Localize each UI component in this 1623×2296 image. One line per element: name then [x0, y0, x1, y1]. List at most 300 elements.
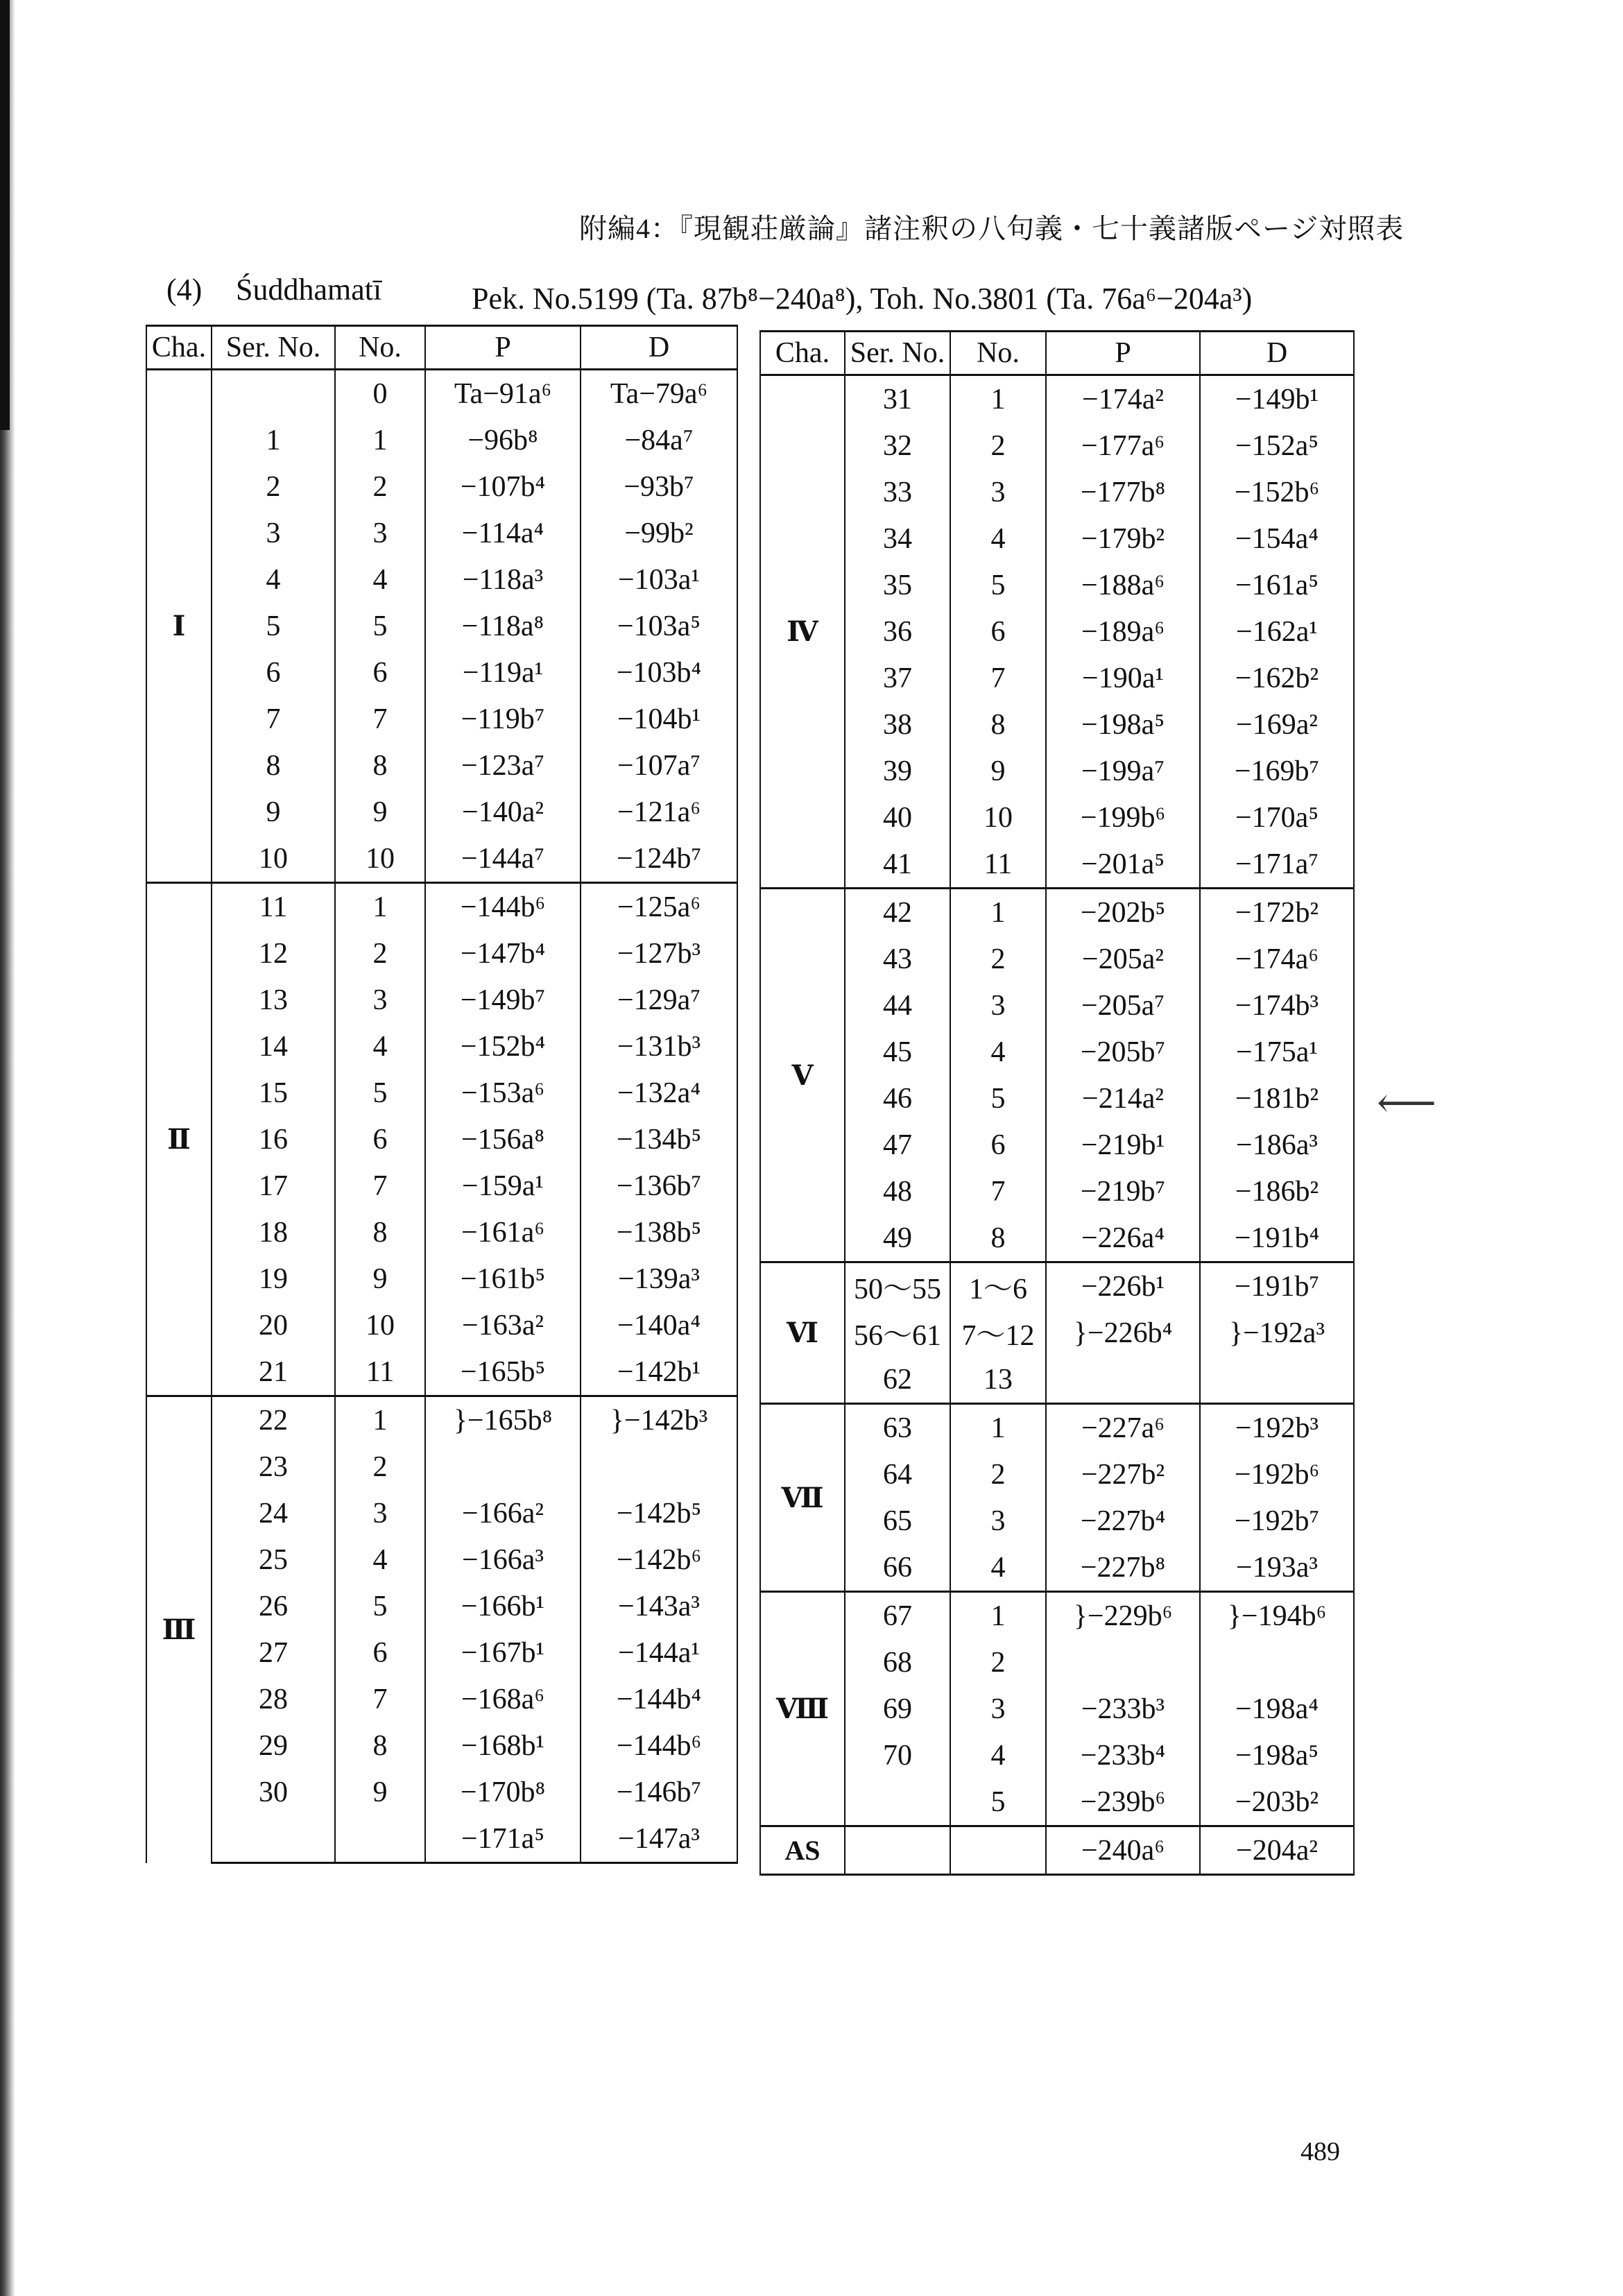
serial-number-cell: 10 — [212, 835, 335, 883]
derge-cell: }−192a³ — [1200, 1310, 1354, 1356]
peking-cell: −140a² — [425, 789, 581, 835]
derge-cell: −134b⁵ — [581, 1116, 737, 1163]
derge-cell — [581, 1443, 737, 1490]
number-cell: 1 — [335, 417, 425, 463]
table-row — [760, 562, 1354, 608]
derge-cell: −138b⁵ — [581, 1209, 737, 1256]
chapter-cell: Ⅲ — [146, 1396, 212, 1863]
number-cell: 7 — [335, 696, 425, 742]
number-cell: 2 — [950, 422, 1046, 469]
peking-cell: −168a⁶ — [425, 1676, 581, 1722]
serial-number-cell: 32 — [845, 422, 950, 469]
table-row — [146, 977, 737, 1023]
peking-cell: −107b⁴ — [425, 463, 581, 510]
number-cell: 3 — [335, 1490, 425, 1536]
column-header: Cha. — [146, 326, 212, 370]
peking-cell: −166a² — [425, 1490, 581, 1536]
peking-cell: −165b⁵ — [425, 1348, 581, 1396]
table-row — [760, 1404, 1354, 1452]
number-cell: 3 — [950, 469, 1046, 515]
derge-cell: −204a² — [1200, 1826, 1354, 1875]
derge-cell: −124b⁷ — [581, 835, 737, 883]
table-row — [146, 1116, 737, 1163]
serial-number-cell: 18 — [212, 1209, 335, 1256]
serial-number-cell: 8 — [212, 742, 335, 789]
table-row — [760, 1168, 1354, 1215]
peking-cell: Ta−91a⁶ — [425, 370, 581, 418]
column-header: Ser. No. — [845, 332, 950, 375]
section-reference: Pek. No.5199 (Ta. 87b⁸−240a⁸), Toh. No.3801 (Ta. 76a⁶−204a³) — [472, 282, 1253, 316]
serial-number-cell: 48 — [845, 1168, 950, 1215]
serial-number-cell — [212, 1815, 335, 1863]
serial-number-cell: 39 — [845, 748, 950, 794]
derge-cell: −142b⁶ — [581, 1536, 737, 1583]
serial-number-cell: 19 — [212, 1256, 335, 1302]
peking-cell: −198a⁵ — [1046, 701, 1200, 748]
table-row — [760, 655, 1354, 701]
table-row — [760, 794, 1354, 841]
table-row — [760, 748, 1354, 794]
section-title: Śuddhamatī — [236, 273, 382, 307]
number-cell: 2 — [335, 463, 425, 510]
derge-cell: −162b² — [1200, 655, 1354, 701]
chapter-cell: Ⅰ — [146, 370, 212, 883]
number-cell: 2 — [950, 1639, 1046, 1686]
derge-cell: −146b⁷ — [581, 1769, 737, 1815]
derge-cell: −125a⁶ — [581, 883, 737, 931]
serial-number-cell: 62 — [845, 1356, 950, 1404]
serial-number-cell: 12 — [212, 930, 335, 977]
serial-number-cell: 17 — [212, 1163, 335, 1209]
number-cell: 4 — [335, 1536, 425, 1583]
number-cell: 5 — [950, 1075, 1046, 1122]
number-cell: 1 — [950, 1404, 1046, 1452]
serial-number-cell: 11 — [212, 883, 335, 931]
derge-cell: −127b³ — [581, 930, 737, 977]
column-header: D — [581, 326, 737, 370]
peking-cell: −159a¹ — [425, 1163, 581, 1209]
column-header: Ser. No. — [212, 326, 335, 370]
derge-cell: −171a⁷ — [1200, 841, 1354, 889]
peking-cell: −168b¹ — [425, 1722, 581, 1769]
peking-cell: −199b⁶ — [1046, 794, 1200, 841]
number-cell: 1 — [335, 1396, 425, 1444]
derge-cell: −143a³ — [581, 1583, 737, 1629]
peking-cell — [1046, 1356, 1200, 1404]
table-row — [760, 1498, 1354, 1544]
serial-number-cell: 1 — [212, 417, 335, 463]
number-cell: 10 — [950, 794, 1046, 841]
hand-drawn-arrow-icon: ⟵ — [1377, 1080, 1437, 1126]
peking-cell: −233b⁴ — [1046, 1732, 1200, 1779]
derge-cell — [1200, 1639, 1354, 1686]
number-cell: 9 — [335, 1256, 425, 1302]
peking-cell: −205a⁷ — [1046, 982, 1200, 1029]
number-cell: 9 — [335, 1769, 425, 1815]
peking-cell: −227a⁶ — [1046, 1404, 1200, 1452]
serial-number-cell: 38 — [845, 701, 950, 748]
number-cell: 4 — [335, 1023, 425, 1070]
table-row — [146, 835, 737, 883]
derge-cell: −149b¹ — [1200, 375, 1354, 423]
number-cell: 8 — [950, 1215, 1046, 1262]
serial-number-cell: 4 — [212, 556, 335, 603]
serial-number-cell — [212, 370, 335, 418]
number-cell: 10 — [335, 835, 425, 883]
serial-number-cell: 34 — [845, 515, 950, 562]
number-cell: 8 — [950, 701, 1046, 748]
peking-cell: −219b¹ — [1046, 1122, 1200, 1168]
serial-number-cell: 14 — [212, 1023, 335, 1070]
table-row — [146, 1722, 737, 1769]
peking-cell: −177a⁶ — [1046, 422, 1200, 469]
peking-cell: −149b⁷ — [425, 977, 581, 1023]
peking-cell: −119b⁷ — [425, 696, 581, 742]
derge-cell: −121a⁶ — [581, 789, 737, 835]
derge-cell: −175a¹ — [1200, 1029, 1354, 1075]
section-label: (4) — [166, 273, 203, 307]
table-row — [760, 701, 1354, 748]
serial-number-cell: 33 — [845, 469, 950, 515]
table-row — [760, 422, 1354, 469]
serial-number-cell: 27 — [212, 1629, 335, 1676]
peking-cell: −199a⁷ — [1046, 748, 1200, 794]
column-header: P — [1046, 332, 1200, 375]
number-cell: 3 — [335, 510, 425, 556]
number-cell: 1 — [335, 883, 425, 931]
table-row — [760, 1686, 1354, 1732]
peking-cell: −119a¹ — [425, 649, 581, 696]
table-row — [760, 1310, 1354, 1356]
number-cell: 5 — [335, 1583, 425, 1629]
peking-cell: −205b⁷ — [1046, 1029, 1200, 1075]
peking-cell: −190a¹ — [1046, 655, 1200, 701]
peking-cell — [425, 1443, 581, 1490]
chapter-cell: AS — [760, 1826, 845, 1875]
table-row — [760, 1779, 1354, 1826]
peking-cell: −167b¹ — [425, 1629, 581, 1676]
peking-cell: −161b⁵ — [425, 1256, 581, 1302]
number-cell: 2 — [950, 1451, 1046, 1498]
number-cell: 5 — [950, 562, 1046, 608]
peking-cell: −163a² — [425, 1302, 581, 1348]
number-cell: 9 — [950, 748, 1046, 794]
table-row — [760, 1122, 1354, 1168]
table-row — [146, 417, 737, 463]
derge-cell: −174b³ — [1200, 982, 1354, 1029]
derge-cell: −192b⁷ — [1200, 1498, 1354, 1544]
chapter-cell: Ⅴ — [760, 889, 845, 1262]
table-row — [760, 515, 1354, 562]
derge-cell: −144b⁴ — [581, 1676, 737, 1722]
derge-cell: −152a⁵ — [1200, 422, 1354, 469]
number-cell: 3 — [950, 1498, 1046, 1544]
peking-cell: −226a⁴ — [1046, 1215, 1200, 1262]
derge-cell: −136b⁷ — [581, 1163, 737, 1209]
number-cell: 10 — [335, 1302, 425, 1348]
derge-cell: −186a³ — [1200, 1122, 1354, 1168]
peking-cell: −144b⁶ — [425, 883, 581, 931]
table-row — [146, 649, 737, 696]
serial-number-cell: 2 — [212, 463, 335, 510]
peking-cell: }−165b⁸ — [425, 1396, 581, 1444]
table-row — [760, 608, 1354, 655]
derge-cell: −139a³ — [581, 1256, 737, 1302]
derge-cell: −191b⁴ — [1200, 1215, 1354, 1262]
table-row — [146, 1070, 737, 1116]
table-row — [760, 889, 1354, 936]
number-cell: 8 — [335, 742, 425, 789]
peking-cell: −144a⁷ — [425, 835, 581, 883]
peking-cell: −189a⁶ — [1046, 608, 1200, 655]
peking-cell: −233b³ — [1046, 1686, 1200, 1732]
derge-cell: −84a⁷ — [581, 417, 737, 463]
number-cell: 7〜12 — [950, 1310, 1046, 1356]
peking-cell: −152b⁴ — [425, 1023, 581, 1070]
number-cell: 3 — [335, 977, 425, 1023]
serial-number-cell: 25 — [212, 1536, 335, 1583]
derge-cell: −142b⁵ — [581, 1490, 737, 1536]
peking-cell: −153a⁶ — [425, 1070, 581, 1116]
table-row — [760, 1732, 1354, 1779]
serial-number-cell: 3 — [212, 510, 335, 556]
table-row — [146, 789, 737, 835]
table-row — [760, 1029, 1354, 1075]
number-cell: 7 — [950, 1168, 1046, 1215]
serial-number-cell: 24 — [212, 1490, 335, 1536]
table-row — [146, 556, 737, 603]
peking-cell: −227b² — [1046, 1451, 1200, 1498]
number-cell: 6 — [950, 608, 1046, 655]
number-cell: 5 — [335, 603, 425, 649]
column-header: No. — [335, 326, 425, 370]
right-header-row — [760, 332, 1354, 375]
number-cell: 2 — [335, 930, 425, 977]
scan-edge-dark — [0, 0, 10, 430]
table-row — [146, 1256, 737, 1302]
number-cell — [335, 1815, 425, 1863]
derge-cell: −172b² — [1200, 889, 1354, 936]
left-header-row — [146, 326, 737, 370]
table-row — [146, 463, 737, 510]
number-cell: 6 — [335, 1116, 425, 1163]
derge-cell: −169a² — [1200, 701, 1354, 748]
serial-number-cell: 42 — [845, 889, 950, 936]
peking-cell: −214a² — [1046, 1075, 1200, 1122]
peking-cell: −118a³ — [425, 556, 581, 603]
peking-cell: −118a⁸ — [425, 603, 581, 649]
derge-cell: −203b² — [1200, 1779, 1354, 1826]
table-row — [146, 930, 737, 977]
number-cell: 1 — [950, 889, 1046, 936]
serial-number-cell — [845, 1779, 950, 1826]
peking-cell: −179b² — [1046, 515, 1200, 562]
serial-number-cell: 66 — [845, 1544, 950, 1592]
serial-number-cell: 70 — [845, 1732, 950, 1779]
serial-number-cell: 43 — [845, 936, 950, 982]
number-cell: 1 — [950, 1592, 1046, 1640]
peking-cell: −202b⁵ — [1046, 889, 1200, 936]
table-row — [146, 1302, 737, 1348]
serial-number-cell: 28 — [212, 1676, 335, 1722]
derge-cell: −103b⁴ — [581, 649, 737, 696]
chapter-cell: Ⅵ — [760, 1262, 845, 1404]
number-cell: 4 — [950, 1029, 1046, 1075]
number-cell: 3 — [950, 1686, 1046, 1732]
peking-cell: −161a⁶ — [425, 1209, 581, 1256]
right-concordance-table — [759, 330, 1355, 1876]
serial-number-cell: 68 — [845, 1639, 950, 1686]
derge-cell: −186b² — [1200, 1168, 1354, 1215]
derge-cell: −103a¹ — [581, 556, 737, 603]
derge-cell: −140a⁴ — [581, 1302, 737, 1348]
number-cell: 2 — [335, 1443, 425, 1490]
serial-number-cell: 15 — [212, 1070, 335, 1116]
derge-cell: −131b³ — [581, 1023, 737, 1070]
derge-cell: −107a⁷ — [581, 742, 737, 789]
table-row — [146, 1396, 737, 1444]
peking-cell: −156a⁸ — [425, 1116, 581, 1163]
derge-cell — [1200, 1356, 1354, 1404]
table-row — [146, 1209, 737, 1256]
number-cell: 6 — [950, 1122, 1046, 1168]
page-header: 附編4：『現観荘厳論』諸注釈の八句義・七十義諸版ページ対照表 — [579, 213, 1405, 244]
derge-cell: }−194b⁶ — [1200, 1592, 1354, 1640]
serial-number-cell: 45 — [845, 1029, 950, 1075]
serial-number-cell — [845, 1826, 950, 1875]
serial-number-cell: 67 — [845, 1592, 950, 1640]
serial-number-cell: 64 — [845, 1451, 950, 1498]
serial-number-cell: 63 — [845, 1404, 950, 1452]
table-row — [146, 1443, 737, 1490]
left-concordance-table — [146, 325, 738, 1864]
number-cell: 4 — [950, 515, 1046, 562]
peking-cell: −123a⁷ — [425, 742, 581, 789]
serial-number-cell: 26 — [212, 1583, 335, 1629]
peking-cell: }−229b⁶ — [1046, 1592, 1200, 1640]
number-cell: 11 — [950, 841, 1046, 889]
chapter-cell: Ⅶ — [760, 1404, 845, 1592]
number-cell — [950, 1826, 1046, 1875]
peking-cell: −188a⁶ — [1046, 562, 1200, 608]
serial-number-cell: 5 — [212, 603, 335, 649]
number-cell: 0 — [335, 370, 425, 418]
serial-number-cell: 65 — [845, 1498, 950, 1544]
serial-number-cell: 6 — [212, 649, 335, 696]
table-row — [760, 841, 1354, 889]
table-row — [760, 1215, 1354, 1262]
derge-cell: }−142b³ — [581, 1396, 737, 1444]
table-row — [760, 1356, 1354, 1404]
table-row — [760, 1451, 1354, 1498]
derge-cell: −192b³ — [1200, 1404, 1354, 1452]
serial-number-cell: 30 — [212, 1769, 335, 1815]
derge-cell: −144a¹ — [581, 1629, 737, 1676]
peking-cell: −240a⁶ — [1046, 1826, 1200, 1875]
serial-number-cell: 47 — [845, 1122, 950, 1168]
derge-cell: −132a⁴ — [581, 1070, 737, 1116]
derge-cell: −152b⁶ — [1200, 469, 1354, 515]
number-cell: 4 — [335, 556, 425, 603]
table-row — [760, 1826, 1354, 1875]
number-cell: 5 — [950, 1779, 1046, 1826]
table-row — [146, 1163, 737, 1209]
peking-cell: }−226b⁴ — [1046, 1310, 1200, 1356]
peking-cell: −166b¹ — [425, 1583, 581, 1629]
serial-number-cell: 56〜61 — [845, 1310, 950, 1356]
table-row — [146, 1490, 737, 1536]
serial-number-cell: 7 — [212, 696, 335, 742]
number-cell: 1〜6 — [950, 1262, 1046, 1310]
serial-number-cell: 49 — [845, 1215, 950, 1262]
serial-number-cell: 31 — [845, 375, 950, 423]
derge-cell: −154a⁴ — [1200, 515, 1354, 562]
peking-cell: −239b⁶ — [1046, 1779, 1200, 1826]
number-cell: 4 — [950, 1732, 1046, 1779]
serial-number-cell: 23 — [212, 1443, 335, 1490]
peking-cell: −170b⁸ — [425, 1769, 581, 1815]
serial-number-cell: 41 — [845, 841, 950, 889]
table-row — [146, 370, 737, 418]
derge-cell: −161a⁵ — [1200, 562, 1354, 608]
derge-cell: −142b¹ — [581, 1348, 737, 1396]
column-header: Cha. — [760, 332, 845, 375]
table-row — [760, 1639, 1354, 1686]
peking-cell: −166a³ — [425, 1536, 581, 1583]
table-row — [760, 1075, 1354, 1122]
table-row — [760, 1262, 1354, 1310]
derge-cell: Ta−79a⁶ — [581, 370, 737, 418]
column-header: P — [425, 326, 581, 370]
derge-cell: −193a³ — [1200, 1544, 1354, 1592]
table-row — [146, 1629, 737, 1676]
table-row — [146, 603, 737, 649]
number-cell: 3 — [950, 982, 1046, 1029]
table-row — [760, 375, 1354, 423]
peking-cell: −147b⁴ — [425, 930, 581, 977]
derge-cell: −198a⁴ — [1200, 1686, 1354, 1732]
serial-number-cell: 20 — [212, 1302, 335, 1348]
peking-cell: −205a² — [1046, 936, 1200, 982]
table-row — [760, 1544, 1354, 1592]
table-row — [146, 1023, 737, 1070]
serial-number-cell: 50〜55 — [845, 1262, 950, 1310]
table-row — [146, 1815, 737, 1863]
table-row — [146, 1536, 737, 1583]
derge-cell: −170a⁵ — [1200, 794, 1354, 841]
peking-cell: −114a⁴ — [425, 510, 581, 556]
peking-cell: −227b⁸ — [1046, 1544, 1200, 1592]
number-cell: 7 — [335, 1163, 425, 1209]
table-row — [146, 883, 737, 931]
serial-number-cell: 13 — [212, 977, 335, 1023]
table-row — [760, 469, 1354, 515]
peking-cell: −96b⁸ — [425, 417, 581, 463]
derge-cell: −174a⁶ — [1200, 936, 1354, 982]
number-cell: 4 — [950, 1544, 1046, 1592]
derge-cell: −191b⁷ — [1200, 1262, 1354, 1310]
table-row — [146, 742, 737, 789]
table-row — [146, 1676, 737, 1722]
derge-cell: −192b⁶ — [1200, 1451, 1354, 1498]
peking-cell: −227b⁴ — [1046, 1498, 1200, 1544]
table-row — [146, 1769, 737, 1815]
serial-number-cell: 22 — [212, 1396, 335, 1444]
number-cell: 6 — [335, 1629, 425, 1676]
peking-cell: −177b⁸ — [1046, 469, 1200, 515]
derge-cell: −129a⁷ — [581, 977, 737, 1023]
peking-cell: −201a⁵ — [1046, 841, 1200, 889]
